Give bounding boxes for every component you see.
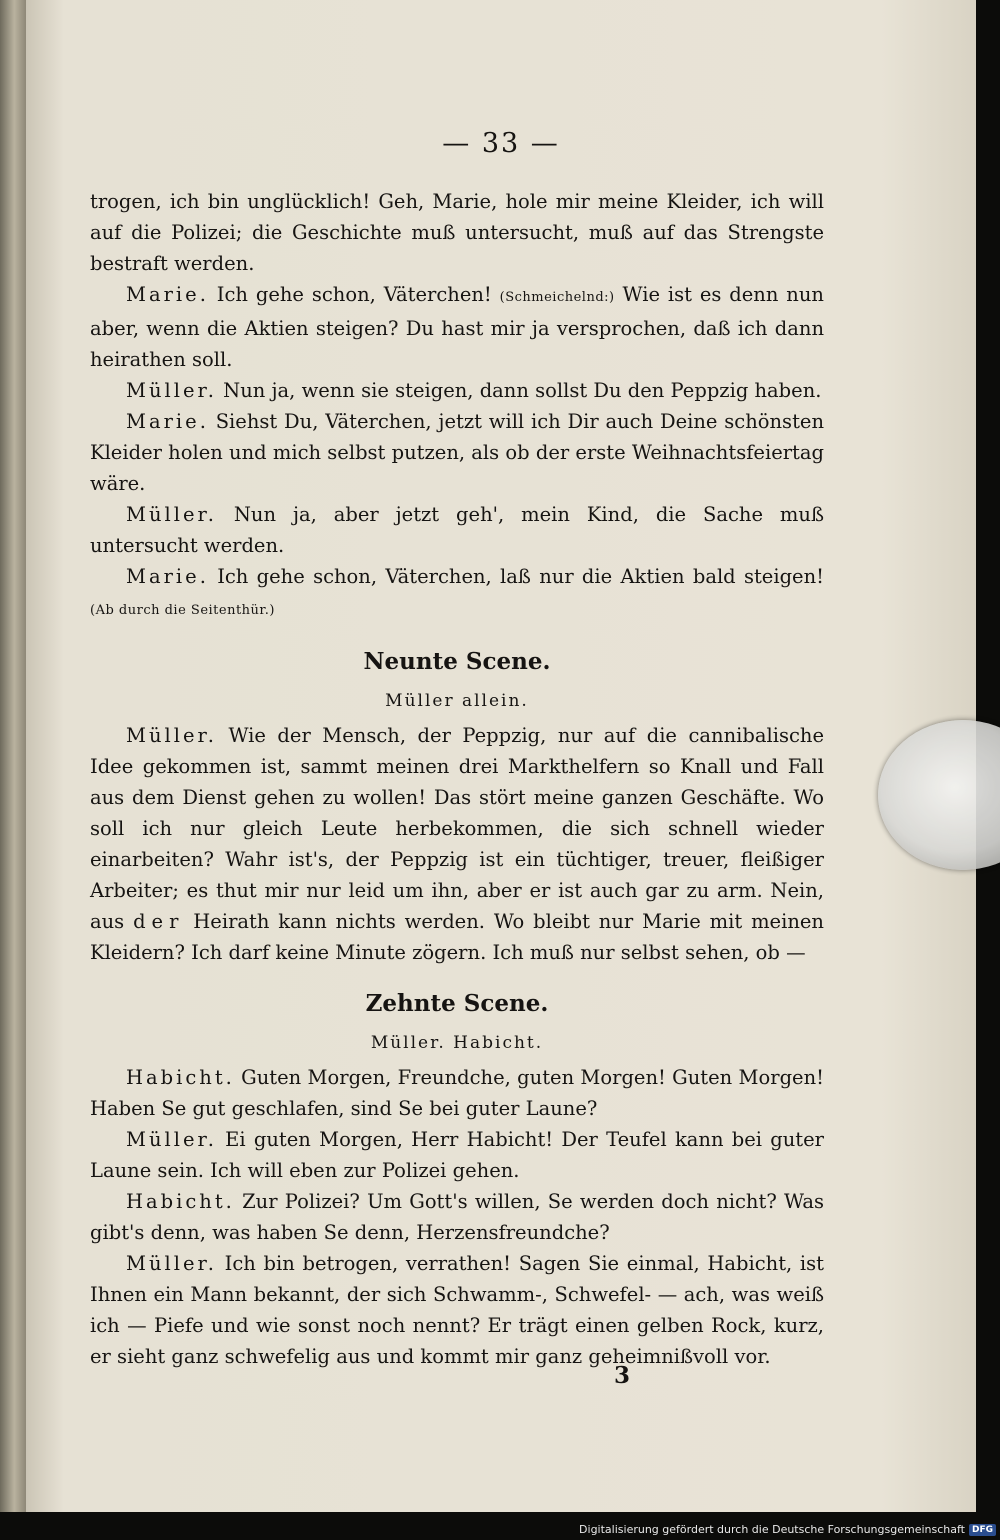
paragraph bbox=[90, 406, 824, 499]
page-number: — 33 — bbox=[442, 128, 560, 159]
speaker-name: Müller. bbox=[126, 1252, 217, 1275]
paragraph-text: Nun ja, aber jetzt geh', mein Kind, die Sache muß untersucht werden. bbox=[90, 503, 824, 557]
paragraph-text: Ich bin betrogen, verrathen! Sagen Sie einmal, Habicht, ist Ihnen ein Mann bekannt, der sich Schwamm-, Schwefel- — ach, was weiß ich — Piefe und wie sonst noch nennt? Er trägt einen gelben Rock, kurz, er sieht ganz schwefelig aus und kommt mir ganz geheimnißvoll vor. bbox=[90, 1252, 825, 1368]
paragraph-text: Guten Morgen, Freundche, guten Morgen! Guten Morgen! Haben Se gut geschlafen, sind Se bei guter Laune? bbox=[90, 1066, 824, 1120]
speaker-name: Marie. bbox=[126, 565, 209, 588]
paragraph bbox=[90, 1248, 824, 1372]
stage-direction: (Ab durch die Seitenthür.) bbox=[90, 603, 275, 618]
scene-subtitle: Müller. Habicht. bbox=[370, 1033, 544, 1053]
stage-direction: (Schmeichelnd:) bbox=[499, 290, 615, 305]
paragraph-text: Wie ist es denn nun aber, wenn die Aktien steigen? Du hast mir ja versprochen, daß ich dann heirathen soll. bbox=[90, 283, 824, 371]
paragraph bbox=[90, 561, 824, 626]
page-text bbox=[90, 186, 824, 1372]
footer-text: Digitalisierung gefördert durch die Deutsche Forschungsgemeinschaft bbox=[579, 1523, 965, 1536]
speaker-name: Habicht. bbox=[126, 1066, 235, 1089]
speaker-name: Müller. bbox=[126, 724, 217, 747]
paragraph bbox=[90, 1124, 824, 1186]
speaker-name: Müller. bbox=[126, 503, 217, 526]
speaker-name: Marie. bbox=[126, 283, 209, 306]
paragraph bbox=[90, 1062, 824, 1124]
speaker-name: Müller. bbox=[126, 1128, 217, 1151]
scene-subtitle: Müller allein. bbox=[385, 691, 529, 711]
scene-title: Zehnte Scene. bbox=[365, 990, 549, 1017]
speaker-name: Habicht. bbox=[126, 1190, 235, 1213]
paragraph-text: Nun ja, wenn sie steigen, dann sollst Du den Peppzig haben. bbox=[223, 379, 822, 402]
paragraph-text: trogen, ich bin unglücklich! Geh, Marie, hole mir meine Kleider, ich will auf die Polizei; die Geschichte muß untersucht, muß auf das Strengste bestraft werden. bbox=[90, 190, 824, 275]
emphasized-word: der bbox=[133, 910, 185, 933]
paragraph-text: Wie der Mensch, der Peppzig, nur auf die cannibalische Idee gekommen ist, sammt meinen drei Markthelfern so Knall und Fall aus dem Dienst gehen zu wollen! Das stört meine ganzen Geschäfte. Wo soll ich nur gleich Leute herbekommen, die sich schnell wieder einarbeiten? Wahr ist's, der Peppzig ist ein tüchtiger, treuer, fleißiger Arbeiter; es thut mir nur leid um ihn, aber er ist auch gar zu arm. Nein, aus bbox=[90, 724, 824, 933]
scene-title: Neunte Scene. bbox=[363, 648, 551, 675]
dfg-logo: DFG bbox=[969, 1524, 996, 1536]
paragraph bbox=[90, 279, 824, 375]
footer-credit bbox=[579, 1523, 996, 1536]
paragraph-text: Ich gehe schon, Väterchen! bbox=[216, 283, 492, 306]
paragraph-text: Heirath kann nichts werden. Wo bleibt nur Marie mit meinen Kleidern? Ich darf keine Minute zögern. Ich muß nur selbst sehen, ob — bbox=[90, 910, 824, 964]
speaker-name: Müller. bbox=[126, 379, 217, 402]
paragraph-text: Ei guten Morgen, Herr Habicht! Der Teufel kann bei guter Laune sein. Ich will eben zur Polizei gehen. bbox=[90, 1128, 824, 1182]
paragraph-text: Zur Polizei? Um Gott's willen, Se werden doch nicht? Was gibt's denn, was haben Se denn, Herzensfreundche? bbox=[90, 1190, 825, 1244]
paragraph-text: Ich gehe schon, Väterchen, laß nur die Aktien bald steigen! bbox=[217, 565, 824, 588]
paragraph bbox=[90, 186, 824, 279]
book-page bbox=[26, 0, 976, 1512]
speaker-name: Marie. bbox=[126, 410, 209, 433]
paragraph bbox=[90, 375, 824, 406]
paragraph bbox=[90, 720, 824, 968]
paragraph bbox=[90, 1186, 824, 1248]
signature-mark: 3 bbox=[614, 1362, 631, 1389]
previous-page-edge bbox=[0, 0, 26, 1512]
paragraph-text: Siehst Du, Väterchen, jetzt will ich Dir auch Deine schönsten Kleider holen und mich selbst putzen, als ob der erste Weihnachtsfeiertag wäre. bbox=[90, 410, 824, 495]
paragraph bbox=[90, 499, 824, 561]
